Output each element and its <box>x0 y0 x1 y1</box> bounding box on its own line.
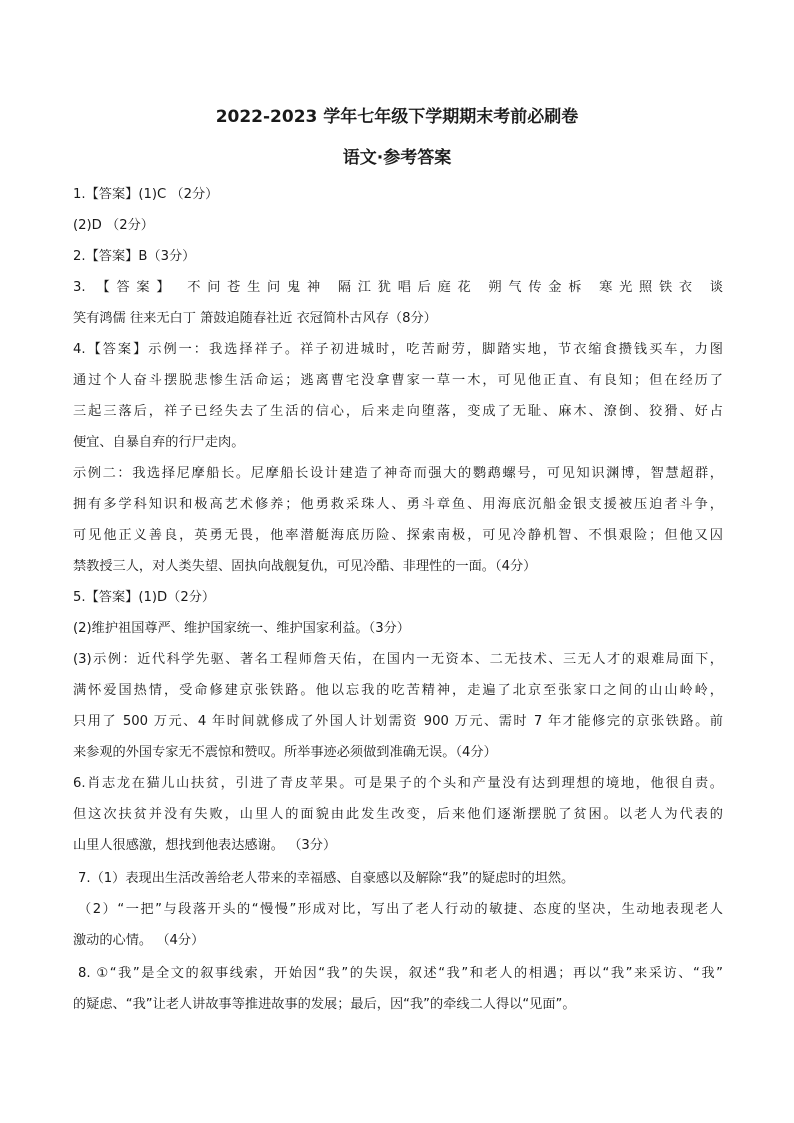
answer-4-example-2-line-1: 示例二：我选择尼摩船长。尼摩船长设计建造了神奇而强大的鹦鹉螺号，可见知识渊博，智慧超群， <box>73 466 723 481</box>
answer-5-line-4: 满怀爱国热情，受命修建京张铁路。他以忘我的吃苦精神，走遍了北京至张家口之间的山山岭岭， <box>73 683 723 698</box>
answer-4-example-2-line-4: 禁教授三人，对人类失望、固执向战舰复仇，可见冷酷、非理性的一面。（4分） <box>73 559 537 574</box>
answer-4-example-2-line-3: 可见他正义善良，英勇无畏，他率潜艇海底历险、探索南极，可见冷静机智、不惧艰险；但他又囚 <box>73 528 723 543</box>
answer-5-line-6: 来参观的外国专家无不震惊和赞叹。所举事迹必须做到准确无误。（4分） <box>73 745 497 760</box>
answer-6-line-3: 山里人很感激，想找到他表达感谢。 （3分） <box>73 838 337 853</box>
page-subtitle: 语文·参考答案 <box>342 148 452 168</box>
answer-4-example-2-line-2: 拥有多学科知识和极高艺术修养；他勇救采珠人、勇斗章鱼、用海底沉船金银支援被压迫者斗争， <box>73 497 723 512</box>
answer-6-line-2: 但这次扶贫并没有失败，山里人的面貌由此发生改变，后来他们逐渐摆脱了贫困。以老人为代表的 <box>73 807 723 822</box>
answer-1-part-2: (2)D （2分） <box>73 218 154 233</box>
answer-4-line-2: 通过个人奋斗摆脱悲惨生活命运；逃离曹宅没拿曹家一草一木，可见他正直、有良知；但在经历了 <box>73 373 723 388</box>
answer-1-line: 1.【答案】(1)C （2分） <box>73 187 219 202</box>
answer-7-line-3: 激动的心情。 （4分） <box>73 933 205 948</box>
answer-3-line-2: 笑有鸿儒 往来无白丁 箫鼓追随春社近 衣冠简朴古风存（8分） <box>73 311 437 326</box>
answer-8-line-1: 8. ①“我”是全文的叙事线索，开始因“我”的失误，叙述“我”和老人的相遇；再以“我”来采访、“我” <box>78 966 723 981</box>
answer-5-line-2: (2)维护祖国尊严、维护国家统一、维护国家利益。（3分） <box>73 621 410 636</box>
answer-3-line-1: 3. 【答案】 不问苍生问鬼神 隔江犹唱后庭花 朔气传金柝 寒光照铁衣 谈 <box>73 280 723 295</box>
page-title: 2022-2023 学年七年级下学期期末考前必刷卷 <box>215 107 579 127</box>
answer-5-line-3: (3)示例：近代科学先驱、著名工程师詹天佑，在国内一无资本、二无技术、三无人才的艰难局面下， <box>73 652 723 667</box>
answer-5-line-5: 只用了 500 万元、4 年时间就修成了外国人计划需资 900 万元、需时 7 年才能修完的京张铁路。前 <box>73 714 723 729</box>
answer-5-line-1: 5.【答案】(1)D（2分） <box>73 590 216 605</box>
answer-6-line-1: 6.肖志龙在猫儿山扶贫，引进了青皮苹果。可是果子的个头和产量没有达到理想的境地，他很自责。 <box>73 776 723 791</box>
answer-7-line-1: 7.（1）表现出生活改善给老人带来的幸福感、自豪感以及解除“我”的疑虑时的坦然。 <box>78 871 575 886</box>
answer-8-line-2: 的疑虑、“我”让老人讲故事等推进故事的发展；最后，因“我”的牵线二人得以“见面”。 <box>73 997 576 1012</box>
answer-7-line-2: （2）“一把”与段落开头的“慢慢”形成对比，写出了老人行动的敏捷、态度的坚决，生动地表现老人 <box>78 902 723 917</box>
answer-2-line: 2.【答案】B（3分） <box>73 249 196 264</box>
answer-4-line-3: 三起三落后，祥子已经失去了生活的信心，后来走向堕落，变成了无耻、麻木、潦倒、狡猾、好占 <box>73 404 723 419</box>
answer-4-line-4: 便宜、自暴自弃的行尸走肉。 <box>73 435 245 450</box>
answer-4-line-1: 4.【答案】示例一：我选择祥子。祥子初进城时，吃苦耐劳，脚踏实地，节衣缩食攒钱买车，力图 <box>73 342 723 357</box>
